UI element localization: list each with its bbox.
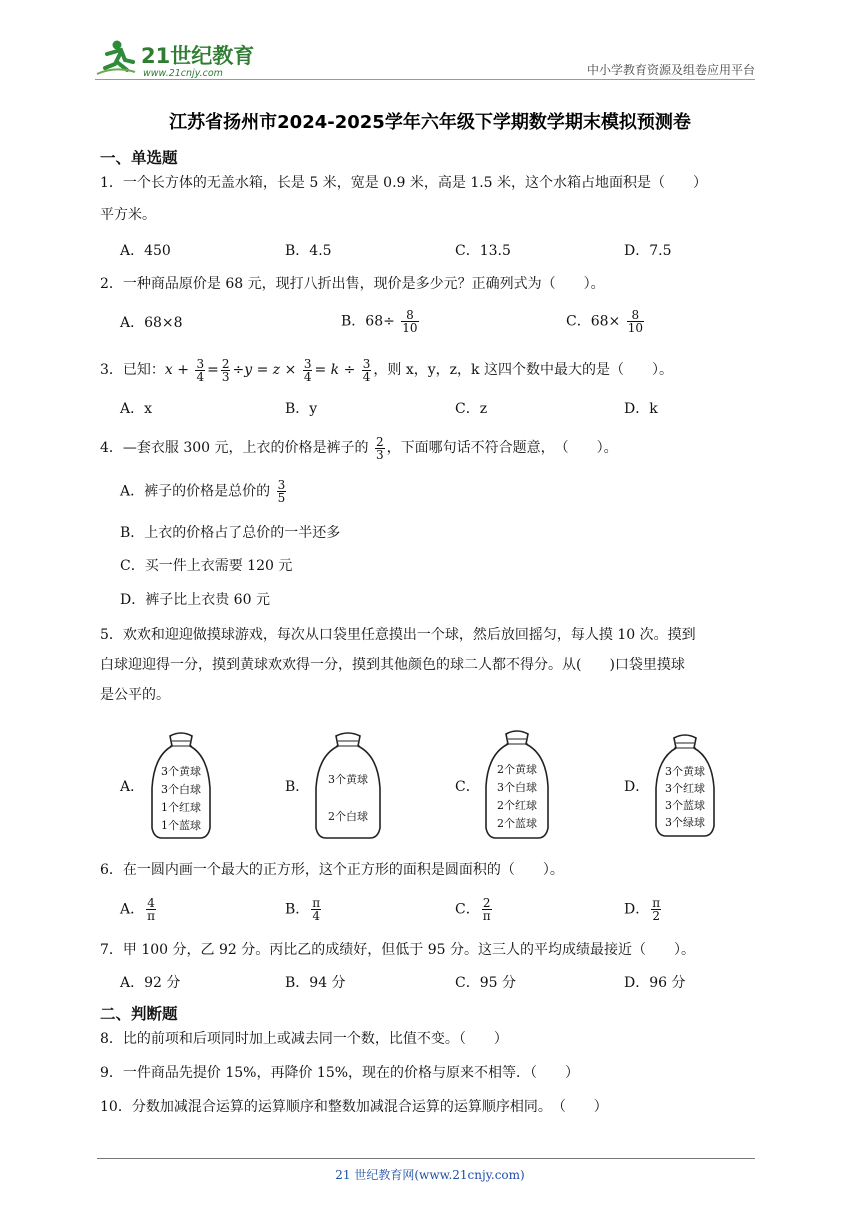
q3-option-b[interactable]: B．y [285,401,318,417]
q1-option-c[interactable]: C．13.5 [455,243,511,259]
header-divider [95,79,755,80]
bag-d[interactable] [652,730,718,844]
fraction-numerator: 3 [277,478,286,492]
q4-option-b[interactable]: B．上衣的价格占了总价的一半还多 [120,525,341,541]
fraction-2-3: $\frac{2}{3}$ [221,356,230,384]
equation-var-y: y [244,362,253,378]
bag-c-line-4: 2个蓝球 [497,817,537,830]
equation-var-k: k [330,362,340,378]
fraction-numerator: π [312,896,321,910]
bag-b-line-1: 3个黄球 [328,773,368,786]
footer-link[interactable]: 21 世纪教育网(www.21cnjy.com) [335,1168,525,1182]
question-3-prefix: 3．已知： [100,362,165,378]
bag-c-line-3: 2个红球 [497,799,537,812]
bag-c-line-1: 2个黄球 [497,763,537,776]
question-6: 6．在一圆内画一个最大的正方形，这个正方形的面积是圆面积的（ ）。 [100,862,564,878]
q4-option-a-text: A．裤子的价格是总价的 [120,483,271,500]
bag-a[interactable] [148,728,214,846]
q2-option-b-prefix: B．68÷ [341,313,395,330]
q6-option-b-fraction [311,897,321,922]
q4-option-a-fraction [277,479,287,504]
question-3: 3．已知：x + $\frac{3}{4}$ = $\frac{2}{3}$ ÷y = z × $\frac{3}{4}$ = k ÷ $\frac{3}{4}$ ，则 x，y，z，k 这四个数中最大的是（ ）。 [100,356,673,384]
bag-a-line-3: 1个红球 [161,801,201,814]
q2-option-c-fraction [627,309,644,334]
q1-option-d[interactable]: D．7.5 [624,243,672,259]
q5-option-c-label[interactable]: C． [455,779,480,795]
bag-d-icon [652,730,718,840]
q6-option-d-fraction [651,897,661,922]
fraction-denominator: 5 [277,491,286,505]
runner-icon [95,38,265,80]
fraction-denominator: 10 [402,321,418,335]
question-10: 10．分数加减混合运算的运算顺序和整数加减混合运算的运算顺序相同。 （ ） [100,1099,608,1115]
question-4-fraction [375,436,385,461]
q2-option-c[interactable] [566,309,646,334]
fraction-numerator: π [652,896,661,910]
option-label: A． [120,901,145,918]
fraction-3-4: $\frac{3}{4}$ [303,356,312,384]
footer-divider [97,1158,755,1159]
question-5 [100,620,760,710]
option-label: C． [455,901,480,918]
fraction-3-4: $\frac{3}{4}$ [196,356,205,384]
fraction-numerator: 4 [147,896,155,910]
question-5-line3: 是公平的。 [100,687,170,703]
q6-option-c-fraction [482,897,492,922]
q4-option-d[interactable]: D．裤子比上衣贵 60 元 [120,592,270,608]
q6-option-a-fraction [146,897,156,922]
section-heading-judgement: 二、判断题 [100,1005,178,1023]
bag-d-line-3: 3个蓝球 [665,799,705,812]
fraction-numerator: 8 [627,309,644,322]
fraction-denominator: 3 [375,447,384,462]
q4-option-a[interactable] [120,479,288,504]
bag-b-icon [312,728,384,842]
question-4-text-before: 4．—套衣服 300 元，上衣的价格是裤子的 [100,440,369,456]
q7-option-c[interactable]: C．95 分 [455,975,516,991]
logo-url-text: www.21cnjy.com [143,68,223,79]
bag-c[interactable] [482,726,552,846]
bag-d-line-2: 3个红球 [665,782,705,795]
question-4-text-after: ，下面哪句话不符合题意， （ ）。 [386,440,618,456]
q6-option-a[interactable] [120,897,158,922]
question-5-line1: 5．欢欢和迎迎做摸球游戏，每次从口袋里任意摸出一个球，然后放回摇匀，每人摸 10 次。摸到 [100,627,696,643]
q3-option-c[interactable]: C．z [455,401,488,417]
question-7: 7．甲 100 分，乙 92 分。丙比乙的成绩好，但低于 95 分。这三人的平均成绩最接近（ ）。 [100,942,695,958]
platform-label: 中小学教育资源及组卷应用平台 [586,63,755,77]
q7-option-a[interactable]: A．92 分 [120,975,181,991]
fraction-denominator: 4 [312,909,321,923]
q2-option-a[interactable]: A．68×8 [120,315,183,331]
bag-a-line-1: 3个黄球 [161,765,201,778]
question-1-line2: 平方米。 [100,207,156,223]
question-4 [100,433,760,463]
q6-option-d[interactable] [624,897,663,922]
fraction-numerator: 8 [401,309,418,322]
fraction-3-4: $\frac{3}{4}$ [362,356,371,384]
q4-option-c[interactable]: C．买一件上衣需要 120 元 [120,558,293,574]
q2-option-b-fraction [401,309,418,334]
question-1-line1: 1．一个长方体的无盖水箱，长是 5 米，宽是 0.9 米，高是 1.5 米，这个水箱占地面积是（ ） [100,175,708,191]
q6-option-c[interactable] [455,897,494,922]
q6-option-b[interactable] [285,897,323,922]
fraction-numerator: 2 [375,434,384,449]
q7-option-b[interactable]: B．94 分 [285,975,346,991]
q5-option-a-label[interactable]: A． [120,779,145,795]
q5-option-d-label[interactable]: D． [624,779,650,795]
bag-d-line-4: 3个绿球 [665,816,705,829]
q1-option-b[interactable]: B．4.5 [285,243,332,259]
bag-a-line-4: 1个蓝球 [161,819,201,832]
fraction-denominator: 10 [627,321,643,335]
fraction-numerator: 2 [482,896,491,910]
q7-option-d[interactable]: D．96 分 [624,975,686,991]
q2-option-b[interactable] [341,309,421,334]
question-3-suffix: ，则 x，y，z，k 这四个数中最大的是（ ）。 [373,362,673,378]
logo-main-text: 21世纪教育 [141,44,255,68]
fraction-denominator: π [482,909,491,923]
bag-c-line-2: 3个白球 [497,781,537,794]
page-title: 江苏省扬州市2024-2025学年六年级下学期数学期末模拟预测卷 [169,112,691,133]
q2-option-c-prefix: C．68× [566,313,621,330]
q5-option-b-label[interactable]: B． [285,779,310,795]
q3-option-a[interactable]: A．x [120,401,153,417]
fraction-denominator: π [147,909,156,923]
bag-c-icon [482,726,552,842]
bag-b-line-2: 2个白球 [328,810,368,823]
q1-option-a[interactable]: A．450 [120,243,171,259]
question-2: 2．一种商品原价是 68 元，现打八折出售，现价是多少元？正确列式为（ ）。 [100,276,605,292]
bag-a-icon [148,728,214,842]
bag-a-line-2: 3个白球 [161,783,201,796]
option-label: B． [285,901,310,918]
question-1 [100,169,760,229]
equation-var-z: z [272,362,281,378]
bag-d-line-1: 3个黄球 [665,765,705,778]
equation-var-x: x [164,362,173,378]
site-logo[interactable] [95,38,265,80]
section-heading-choice: 一、单选题 [100,149,178,167]
question-8: 8．比的前项和后项同时加上或减去同一个数，比值不变。（ ） [100,1031,508,1047]
question-5-line2: 白球迎迎得一分，摸到黄球欢欢得一分，摸到其他颜色的球二人都不得分。从( )口袋里摸球 [100,657,685,673]
option-label: D． [624,901,650,918]
q3-option-d[interactable]: D．k [624,401,658,417]
fraction-denominator: 2 [652,909,660,923]
question-9: 9．一件商品先提价 15%，再降价 15%，现在的价格与原来不相等．（ ） [100,1065,580,1081]
bag-b[interactable] [312,728,384,846]
